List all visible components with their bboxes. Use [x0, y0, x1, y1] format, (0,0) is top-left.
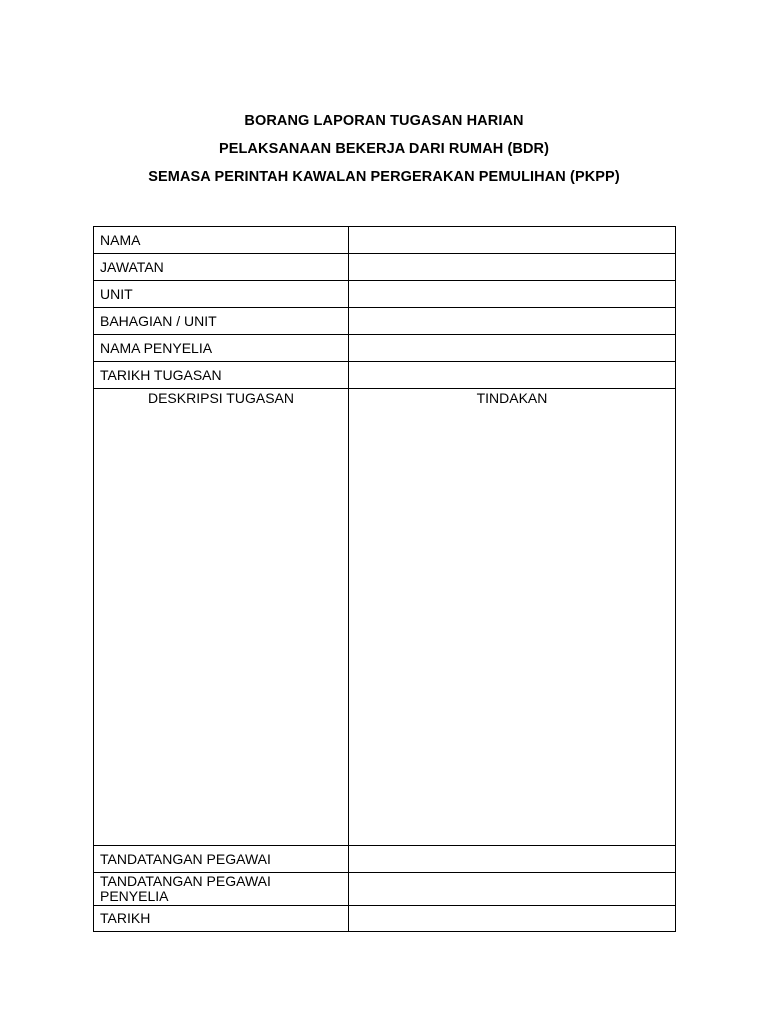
task-description-cell[interactable]: [94, 389, 349, 846]
form-row-tarikh-tugasan: [94, 362, 676, 389]
field-label-tandatangan-pegawai: TANDATANGAN PEGAWAI: [94, 846, 349, 873]
field-label-nama: NAMA: [94, 227, 349, 254]
form-row-nama: [94, 227, 676, 254]
field-value-unit[interactable]: [349, 281, 676, 308]
task-action-header: TINDAKAN: [476, 390, 548, 406]
form-row-tandatangan-penyelia: [94, 873, 676, 906]
field-label-tandatangan-penyelia-line1: TANDATANGAN PEGAWAI: [100, 873, 271, 889]
form-row-tarikh: [94, 906, 676, 932]
field-value-nama-penyelia[interactable]: [349, 335, 676, 362]
task-description-header: DESKRIPSI TUGASAN: [147, 390, 294, 406]
form-row-tandatangan-pegawai: [94, 846, 676, 873]
task-action-cell[interactable]: [349, 389, 676, 846]
title-line-2: PELAKSANAAN BEKERJA DARI RUMAH (BDR): [218, 141, 550, 157]
form-row-bahagian-unit: [94, 308, 676, 335]
field-label-tandatangan-penyelia-line2: PENYELIA: [100, 888, 169, 904]
field-label-tarikh: TARIKH: [94, 906, 349, 932]
form-row-jawatan: [94, 254, 676, 281]
form-row-nama-penyelia: [94, 335, 676, 362]
title-line-1: BORANG LAPORAN TUGASAN HARIAN: [244, 113, 524, 129]
daily-task-report-form: [93, 226, 676, 932]
title-line-3: SEMASA PERINTAH KAWALAN PERGERAKAN PEMULIHAN (PKPP): [148, 169, 620, 185]
document-title: [0, 110, 768, 194]
field-label-nama-penyelia: NAMA PENYELIA: [94, 335, 349, 362]
field-label-bahagian-unit: BAHAGIAN / UNIT: [94, 308, 349, 335]
field-label-unit: UNIT: [94, 281, 349, 308]
field-label-tarikh-tugasan: TARIKH TUGASAN: [94, 362, 349, 389]
field-value-tarikh-tugasan[interactable]: [349, 362, 676, 389]
field-value-nama[interactable]: [349, 227, 676, 254]
field-value-bahagian-unit[interactable]: [349, 308, 676, 335]
field-label-tandatangan-penyelia: [94, 873, 349, 906]
form-row-unit: [94, 281, 676, 308]
field-value-tandatangan-penyelia[interactable]: [349, 873, 676, 906]
field-label-jawatan: JAWATAN: [94, 254, 349, 281]
field-value-tarikh[interactable]: [349, 906, 676, 932]
task-section: [94, 389, 676, 846]
field-value-jawatan[interactable]: [349, 254, 676, 281]
field-value-tandatangan-pegawai[interactable]: [349, 846, 676, 873]
